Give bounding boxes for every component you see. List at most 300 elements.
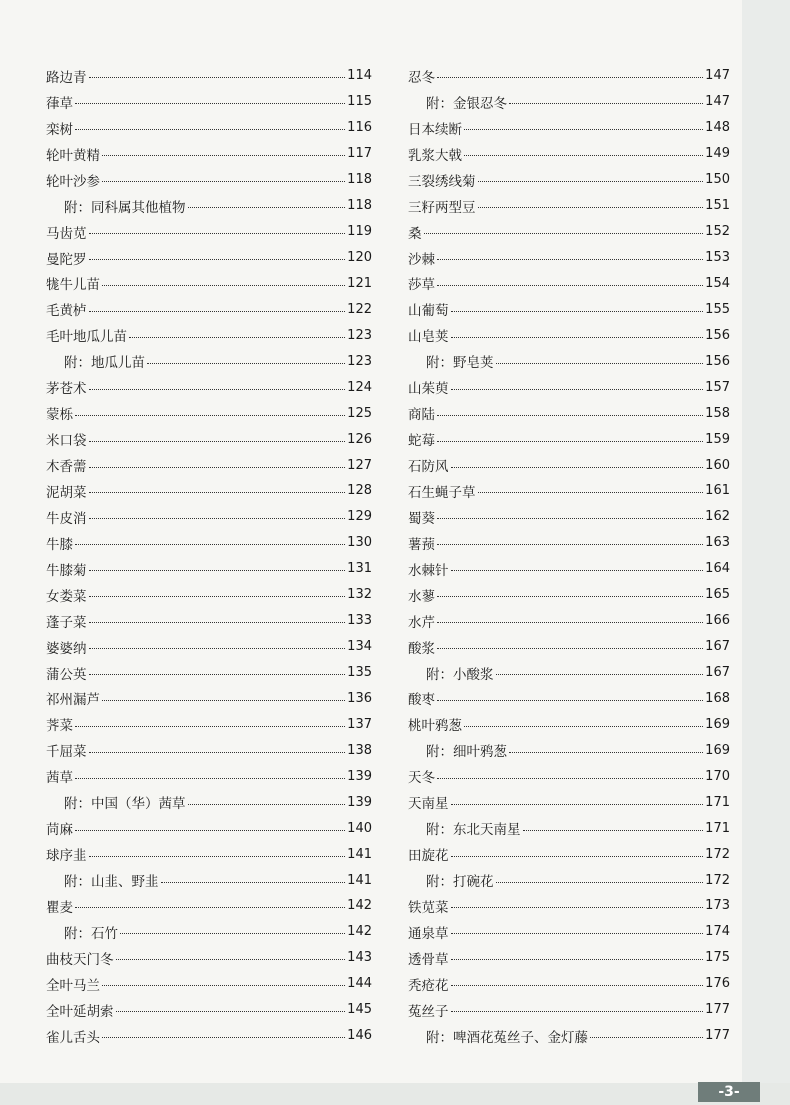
toc-entry (408, 556, 730, 582)
entry-title: 蒲公英 (46, 666, 87, 683)
entry-page-number: 143 (347, 950, 372, 966)
entry-title: 水芹 (408, 614, 435, 631)
entry-title: 茅苍术 (46, 381, 87, 398)
dot-leader (102, 985, 345, 986)
entry-title: 牛膝菊 (46, 562, 87, 579)
entry-page-number: 154 (705, 275, 730, 291)
dot-leader (102, 155, 345, 156)
dot-leader (75, 778, 345, 779)
dot-leader (437, 441, 703, 442)
entry-page-number: 142 (347, 924, 372, 940)
toc-entry (408, 374, 730, 400)
dot-leader (451, 804, 704, 805)
toc-entry (46, 997, 372, 1023)
entry-title: 日本续断 (408, 121, 462, 138)
toc-entry (408, 400, 730, 426)
toc-entry (408, 919, 730, 945)
dot-leader (75, 726, 345, 727)
dot-leader (496, 674, 704, 675)
dot-leader (102, 700, 345, 701)
entry-page-number: 129 (347, 509, 372, 525)
dot-leader (116, 959, 346, 960)
dot-leader (89, 233, 346, 234)
toc-entry (46, 971, 372, 997)
entry-page-number: 159 (705, 431, 730, 447)
entry-title: 附：山韭、野韭 (64, 874, 159, 891)
toc-column-left (46, 63, 372, 1049)
entry-page-number: 172 (705, 846, 730, 862)
toc-entry (46, 322, 372, 348)
dot-leader (437, 648, 703, 649)
entry-page-number: 156 (705, 353, 730, 369)
entry-page-number: 126 (347, 431, 372, 447)
toc-subentry (46, 193, 372, 219)
entry-title: 蒙栎 (46, 407, 73, 424)
dot-leader (102, 285, 345, 286)
dot-leader (89, 311, 346, 312)
dot-leader (89, 674, 346, 675)
entry-page-number: 173 (705, 898, 730, 914)
dot-leader (89, 259, 346, 260)
entry-title: 牛皮消 (46, 510, 87, 527)
entry-page-number: 144 (347, 976, 372, 992)
entry-page-number: 156 (705, 327, 730, 343)
entry-page-number: 138 (347, 742, 372, 758)
dot-leader (523, 830, 704, 831)
dot-leader (451, 907, 704, 908)
toc-subentry (46, 867, 372, 893)
dot-leader (89, 570, 346, 571)
dot-leader (437, 77, 703, 78)
entry-page-number: 155 (705, 301, 730, 317)
entry-title: 附：中国（华）茜草 (64, 796, 186, 813)
entry-title: 瞿麦 (46, 899, 73, 916)
entry-title: 商陆 (408, 407, 435, 424)
toc-entry (408, 219, 730, 245)
dot-leader (437, 544, 703, 545)
toc-entry (46, 815, 372, 841)
dot-leader (496, 363, 704, 364)
entry-page-number: 123 (347, 353, 372, 369)
toc-entry (408, 193, 730, 219)
entry-title: 三裂绣线菊 (408, 173, 476, 190)
dot-leader (89, 648, 346, 649)
entry-page-number: 164 (705, 561, 730, 577)
toc-entry (408, 426, 730, 452)
entry-title: 桑 (408, 225, 422, 242)
entry-title: 毛黄栌 (46, 303, 87, 320)
dot-leader (478, 492, 704, 493)
dot-leader (437, 778, 703, 779)
entry-page-number: 116 (347, 120, 372, 136)
toc-subentry (408, 737, 730, 763)
toc-entry (46, 400, 372, 426)
entry-page-number: 167 (705, 639, 730, 655)
entry-title: 千屈菜 (46, 744, 87, 761)
dot-leader (451, 1011, 704, 1012)
dot-leader (437, 415, 703, 416)
entry-page-number: 177 (705, 1002, 730, 1018)
dot-leader (89, 77, 346, 78)
entry-page-number: 142 (347, 898, 372, 914)
entry-page-number: 139 (347, 794, 372, 810)
toc-entry (46, 582, 372, 608)
entry-page-number: 163 (705, 535, 730, 551)
toc-entry (46, 141, 372, 167)
dot-leader (451, 933, 704, 934)
entry-page-number: 169 (705, 742, 730, 758)
toc-entry (408, 608, 730, 634)
dot-leader (75, 129, 345, 130)
toc-entry (408, 245, 730, 271)
entry-page-number: 118 (347, 172, 372, 188)
entry-page-number: 150 (705, 172, 730, 188)
entry-page-number: 134 (347, 639, 372, 655)
dot-leader (89, 441, 346, 442)
dot-leader (478, 181, 704, 182)
entry-page-number: 140 (347, 820, 372, 836)
entry-title: 附：同科属其他植物 (64, 199, 186, 216)
toc-entry (46, 478, 372, 504)
dot-leader (147, 363, 345, 364)
entry-page-number: 137 (347, 716, 372, 732)
dot-leader (437, 622, 703, 623)
toc-entry (46, 219, 372, 245)
entry-title: 葎草 (46, 95, 73, 112)
dot-leader (464, 726, 703, 727)
entry-title: 栾树 (46, 121, 73, 138)
entry-title: 水蓼 (408, 588, 435, 605)
page-edge-shadow (742, 0, 790, 1105)
entry-title: 轮叶黄精 (46, 147, 100, 164)
entry-page-number: 119 (347, 224, 372, 240)
dot-leader (89, 622, 346, 623)
entry-page-number: 153 (705, 250, 730, 266)
toc-entry (46, 737, 372, 763)
toc-entry (46, 426, 372, 452)
toc-entry (46, 271, 372, 297)
toc-entry (408, 478, 730, 504)
dot-leader (451, 856, 704, 857)
dot-leader (451, 337, 704, 338)
entry-page-number: 174 (705, 924, 730, 940)
dot-leader (451, 959, 704, 960)
entry-title: 泥胡菜 (46, 484, 87, 501)
dot-leader (75, 907, 345, 908)
entry-title: 山茱萸 (408, 381, 449, 398)
toc-entry (408, 893, 730, 919)
entry-page-number: 167 (705, 665, 730, 681)
entry-page-number: 176 (705, 976, 730, 992)
entry-page-number: 145 (347, 1002, 372, 1018)
entry-title: 田旋花 (408, 848, 449, 865)
entry-title: 乳浆大戟 (408, 147, 462, 164)
dot-leader (590, 1037, 703, 1038)
toc-entry (46, 634, 372, 660)
entry-title: 三籽两型豆 (408, 199, 476, 216)
toc-entry (408, 582, 730, 608)
dot-leader (451, 467, 704, 468)
entry-page-number: 123 (347, 327, 372, 343)
toc-entry (46, 893, 372, 919)
entry-title: 路边青 (46, 69, 87, 86)
entry-title: 女娄菜 (46, 588, 87, 605)
entry-title: 球序韭 (46, 848, 87, 865)
entry-page-number: 171 (705, 820, 730, 836)
toc-entry (408, 971, 730, 997)
dot-leader (451, 985, 704, 986)
entry-title: 附：小酸浆 (426, 666, 494, 683)
dot-leader (102, 1037, 345, 1038)
toc-entry (408, 115, 730, 141)
dot-leader (509, 103, 703, 104)
dot-leader (89, 518, 346, 519)
entry-page-number: 171 (705, 794, 730, 810)
toc-entry (46, 686, 372, 712)
entry-title: 山皂荚 (408, 329, 449, 346)
entry-title: 石生蝇子草 (408, 484, 476, 501)
toc-entry (46, 711, 372, 737)
toc-entry (46, 945, 372, 971)
entry-page-number: 165 (705, 587, 730, 603)
dot-leader (496, 882, 704, 883)
entry-page-number: 177 (705, 1028, 730, 1044)
entry-title: 蓬子菜 (46, 614, 87, 631)
entry-page-number: 141 (347, 872, 372, 888)
dot-leader (89, 492, 346, 493)
toc-entry (408, 271, 730, 297)
dot-leader (75, 103, 345, 104)
toc-subentry (408, 89, 730, 115)
dot-leader (464, 155, 703, 156)
dot-leader (129, 337, 345, 338)
entry-page-number: 125 (347, 405, 372, 421)
dot-leader (120, 933, 345, 934)
page-number: -3- (698, 1082, 760, 1102)
entry-title: 毛叶地瓜儿苗 (46, 329, 127, 346)
entry-page-number: 117 (347, 146, 372, 162)
toc-subentry (408, 1023, 730, 1049)
toc-entry (408, 841, 730, 867)
entry-title: 附：金银忍冬 (426, 95, 507, 112)
entry-title: 木香薷 (46, 459, 87, 476)
toc-entry (408, 789, 730, 815)
entry-page-number: 127 (347, 457, 372, 473)
toc-entry (46, 530, 372, 556)
toc-subentry (46, 348, 372, 374)
entry-title: 马齿苋 (46, 225, 87, 242)
entry-page-number: 124 (347, 379, 372, 395)
dot-leader (188, 207, 346, 208)
toc-entry (408, 63, 730, 89)
entry-page-number: 169 (705, 716, 730, 732)
entry-page-number: 172 (705, 872, 730, 888)
entry-page-number: 132 (347, 587, 372, 603)
toc-subentry (408, 867, 730, 893)
toc-entry (46, 452, 372, 478)
entry-title: 附：石竹 (64, 925, 118, 942)
toc-entry (408, 686, 730, 712)
entry-page-number: 170 (705, 768, 730, 784)
toc-entry (408, 141, 730, 167)
entry-page-number: 118 (347, 198, 372, 214)
entry-title: 铁苋菜 (408, 899, 449, 916)
toc-entry (408, 322, 730, 348)
footer-band (0, 1083, 790, 1105)
entry-page-number: 166 (705, 613, 730, 629)
entry-title: 全叶马兰 (46, 977, 100, 994)
entry-title: 蛇莓 (408, 433, 435, 450)
entry-title: 米口袋 (46, 433, 87, 450)
toc-entry (46, 608, 372, 634)
entry-title: 附：啤酒花菟丝子、金灯藤 (426, 1029, 588, 1046)
entry-page-number: 133 (347, 613, 372, 629)
dot-leader (188, 804, 346, 805)
toc-column-right (408, 63, 730, 1049)
entry-title: 雀儿舌头 (46, 1029, 100, 1046)
entry-page-number: 146 (347, 1028, 372, 1044)
entry-page-number: 131 (347, 561, 372, 577)
toc-entry (408, 167, 730, 193)
toc-subentry (408, 660, 730, 686)
entry-title: 天冬 (408, 770, 435, 787)
dot-leader (437, 259, 703, 260)
entry-page-number: 160 (705, 457, 730, 473)
entry-title: 菟丝子 (408, 1003, 449, 1020)
entry-page-number: 122 (347, 301, 372, 317)
entry-title: 酸浆 (408, 640, 435, 657)
toc-entry (46, 660, 372, 686)
entry-title: 山葡萄 (408, 303, 449, 320)
entry-title: 牻牛儿苗 (46, 277, 100, 294)
dot-leader (451, 570, 704, 571)
entry-page-number: 139 (347, 768, 372, 784)
toc-entry (408, 296, 730, 322)
toc-entry (408, 997, 730, 1023)
dot-leader (437, 285, 703, 286)
toc-entry (46, 763, 372, 789)
dot-leader (89, 856, 346, 857)
entry-title: 全叶延胡索 (46, 1003, 114, 1020)
entry-title: 莎草 (408, 277, 435, 294)
entry-page-number: 149 (705, 146, 730, 162)
dot-leader (116, 1011, 346, 1012)
toc-entry (46, 167, 372, 193)
entry-page-number: 120 (347, 250, 372, 266)
entry-title: 婆婆纳 (46, 640, 87, 657)
dot-leader (75, 830, 345, 831)
entry-title: 酸枣 (408, 692, 435, 709)
entry-title: 透骨草 (408, 951, 449, 968)
entry-title: 沙棘 (408, 251, 435, 268)
dot-leader (437, 700, 703, 701)
dot-leader (464, 129, 703, 130)
entry-title: 石防风 (408, 459, 449, 476)
dot-leader (75, 544, 345, 545)
entry-title: 荠菜 (46, 718, 73, 735)
entry-page-number: 161 (705, 483, 730, 499)
toc-entry (408, 711, 730, 737)
entry-title: 附：细叶鸦葱 (426, 744, 507, 761)
dot-leader (102, 181, 345, 182)
entry-page-number: 147 (705, 68, 730, 84)
toc-subentry (408, 348, 730, 374)
dot-leader (89, 467, 346, 468)
toc-entry (46, 245, 372, 271)
dot-leader (437, 518, 703, 519)
dot-leader (424, 233, 704, 234)
toc-entry (408, 530, 730, 556)
entry-page-number: 114 (347, 68, 372, 84)
entry-page-number: 130 (347, 535, 372, 551)
entry-page-number: 136 (347, 690, 372, 706)
toc-entry (46, 841, 372, 867)
toc-entry (46, 296, 372, 322)
toc-entry (46, 374, 372, 400)
entry-page-number: 128 (347, 483, 372, 499)
entry-title: 薯蓣 (408, 536, 435, 553)
toc-entry (408, 504, 730, 530)
dot-leader (451, 389, 704, 390)
dot-leader (75, 415, 345, 416)
entry-title: 牛膝 (46, 536, 73, 553)
entry-title: 天南星 (408, 796, 449, 813)
entry-title: 秃疮花 (408, 977, 449, 994)
toc-entry (46, 63, 372, 89)
dot-leader (89, 596, 346, 597)
toc-entry (46, 1023, 372, 1049)
toc-entry (46, 115, 372, 141)
entry-page-number: 158 (705, 405, 730, 421)
toc-entry (408, 763, 730, 789)
entry-title: 通泉草 (408, 925, 449, 942)
entry-title: 附：东北天南星 (426, 822, 521, 839)
entry-title: 附：地瓜儿苗 (64, 355, 145, 372)
entry-page-number: 151 (705, 198, 730, 214)
entry-title: 曼陀罗 (46, 251, 87, 268)
entry-title: 苘麻 (46, 822, 73, 839)
entry-page-number: 168 (705, 690, 730, 706)
dot-leader (437, 596, 703, 597)
toc-entry (408, 945, 730, 971)
entry-title: 桃叶鸦葱 (408, 718, 462, 735)
toc-subentry (46, 789, 372, 815)
toc-subentry (46, 919, 372, 945)
entry-title: 忍冬 (408, 69, 435, 86)
entry-page-number: 162 (705, 509, 730, 525)
dot-leader (89, 752, 346, 753)
toc-entry (408, 634, 730, 660)
entry-page-number: 121 (347, 275, 372, 291)
entry-title: 茜草 (46, 770, 73, 787)
entry-page-number: 135 (347, 665, 372, 681)
entry-title: 附：打碗花 (426, 874, 494, 891)
dot-leader (451, 311, 704, 312)
entry-page-number: 175 (705, 950, 730, 966)
toc-entry (46, 504, 372, 530)
entry-page-number: 115 (347, 94, 372, 110)
entry-title: 附：野皂荚 (426, 355, 494, 372)
dot-leader (89, 389, 346, 390)
entry-page-number: 147 (705, 94, 730, 110)
dot-leader (478, 207, 704, 208)
entry-title: 蜀葵 (408, 510, 435, 527)
dot-leader (509, 752, 703, 753)
entry-page-number: 148 (705, 120, 730, 136)
entry-title: 祁州漏芦 (46, 692, 100, 709)
dot-leader (161, 882, 346, 883)
toc-entry (46, 556, 372, 582)
